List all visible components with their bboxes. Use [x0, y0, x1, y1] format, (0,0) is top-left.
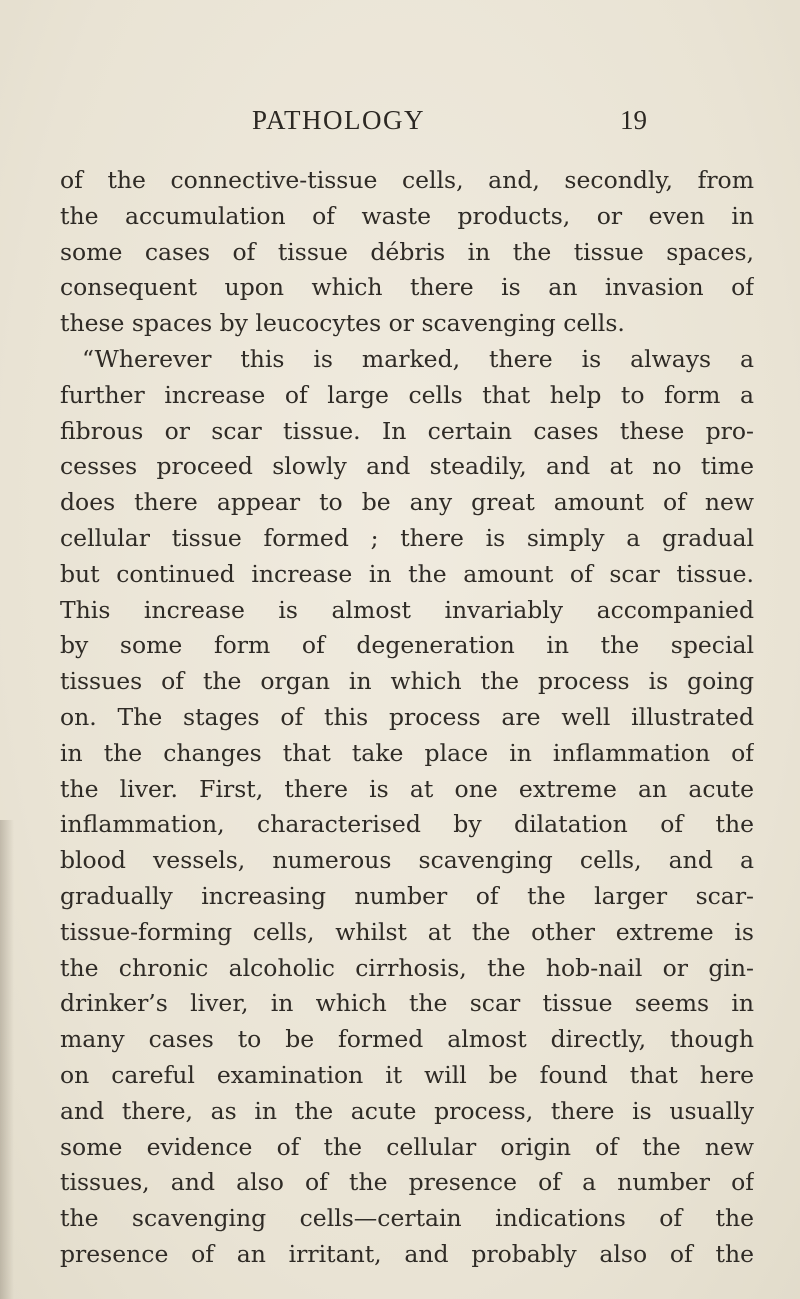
body-text — [60, 163, 754, 1273]
text-line: in the changes that take place in inflammation of — [60, 738, 754, 767]
text-line: by some form of degeneration in the special — [60, 631, 754, 660]
text-line: the scavenging cells—certain indications of the — [60, 1204, 754, 1233]
text-line: the chronic alcoholic cirrhosis, the hob-nail or gin- — [60, 953, 754, 982]
text-line: does there appear to be any great amount of new — [60, 488, 754, 517]
text-line: the liver. First, there is at one extreme an acute — [60, 774, 754, 803]
text-line: cellular tissue formed ; there is simply a gradual — [60, 523, 754, 552]
text-line: cesses proceed slowly and steadily, and at no time — [60, 452, 754, 481]
text-line: some cases of tissue débris in the tissue spaces, — [60, 237, 754, 266]
page-number: 19 — [620, 105, 647, 135]
text-line: many cases to be formed almost directly, though — [60, 1025, 754, 1054]
text-line: the accumulation of waste products, or even in — [60, 201, 754, 230]
text-line: tissues, and also of the presence of a number of — [60, 1168, 754, 1197]
page-edge-shadow — [0, 820, 14, 1299]
text-line: blood vessels, numerous scavenging cells, and a — [60, 846, 754, 875]
text-line: on careful examination it will be found that here — [60, 1060, 754, 1089]
text-line: presence of an irritant, and probably also of the — [60, 1239, 754, 1268]
text-line: and there, as in the acute process, there is usually — [60, 1096, 754, 1125]
text-line: inflammation, characterised by dilatation of the — [60, 810, 754, 839]
text-line: This increase is almost invariably accompanied — [60, 595, 754, 624]
text-line: drinker’s liver, in which the scar tissue seems in — [60, 989, 754, 1018]
text-line: gradually increasing number of the larger scar- — [60, 881, 754, 910]
text-line: these spaces by leucocytes or scavenging cells. — [60, 309, 625, 338]
text-line: further increase of large cells that help to form a — [60, 380, 754, 409]
text-line: consequent upon which there is an invasion of — [60, 273, 754, 302]
text-line: some evidence of the cellular origin of the new — [60, 1132, 754, 1161]
text-line: on. The stages of this process are well illustrated — [60, 702, 754, 731]
text-line: tissue-forming cells, whilst at the other extreme is — [60, 917, 754, 946]
text-line: but continued increase in the amount of scar tissue. — [60, 559, 754, 588]
text-line: tissues of the organ in which the process is going — [60, 667, 754, 696]
running-title: PATHOLOGY — [252, 105, 426, 135]
text-line: of the connective-tissue cells, and, secondly, from — [60, 166, 754, 194]
text-line: fibrous or scar tissue. In certain cases these pro- — [60, 416, 754, 445]
text-line: “Wherever this is marked, there is always a — [82, 344, 754, 373]
